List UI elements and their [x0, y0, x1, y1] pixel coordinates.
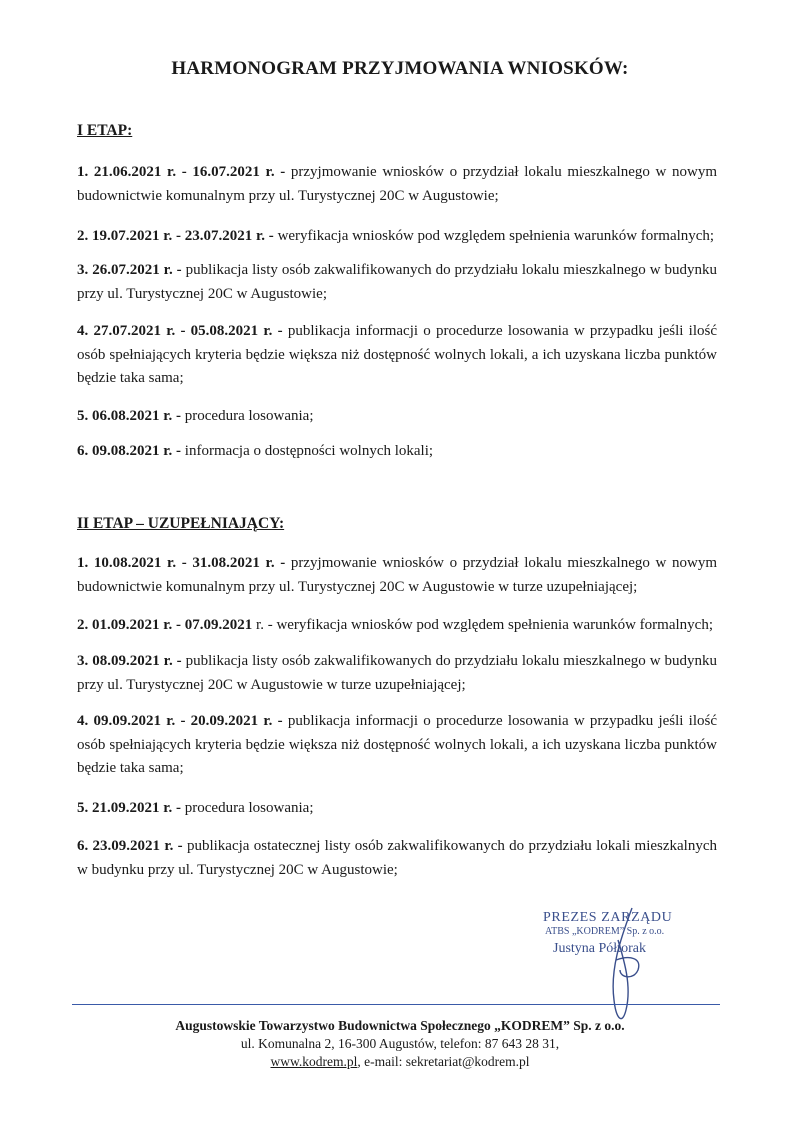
item-text: informacja o dostępności wolnych lokali;	[181, 443, 434, 459]
item-number: 4.	[77, 713, 89, 729]
item-date: 26.07.2021 r. -	[92, 262, 182, 278]
item-text: publikacja informacji o procedurze losowania w przypadku jeśli ilość osób spełniających kryteria będzie większa niż dostępność wolnych lokali, a ich uzyskana liczba punktów będzie taka sama;	[77, 323, 717, 386]
item-number: 6.	[77, 838, 89, 854]
item-text: przyjmowanie wniosków o przydział lokalu mieszkalnego w nowym budownictwie komunalnym przy ul. Turystycznej 20C w Augustowie;	[77, 164, 717, 204]
item-date: 21.09.2021 r. -	[92, 800, 182, 816]
footer-email: , e-mail: sekretariat@kodrem.pl	[357, 1054, 530, 1069]
footer-company: Augustowskie Towarzystwo Budownictwa Społecznego „KODREM” Sp. z o.o.	[175, 1018, 625, 1033]
item-number: 2.	[77, 228, 89, 244]
stage-2-heading: II ETAP – UZUPEŁNIAJĄCY:	[77, 515, 285, 532]
stage-2-item-3	[77, 650, 717, 697]
stage-1-item-1	[77, 161, 717, 208]
item-text: procedura losowania;	[181, 408, 314, 424]
item-text: publikacja ostatecznej listy osób zakwalifikowanych do przydziału lokali mieszkalnych w budynku przy ul. Turystycznej 20C w Augustowie;	[77, 838, 717, 878]
item-date: 01.09.2021 r. - 07.09.2021	[92, 617, 253, 633]
item-number: 5.	[77, 408, 89, 424]
item-date: 09.08.2021 r. -	[92, 443, 182, 459]
item-text: publikacja listy osób zakwalifikowanych do przydziału lokalu mieszkalnego w budynku przy ul. Turystycznej 20C w Augustowie w turze uzupełniającej;	[77, 653, 718, 693]
footer	[0, 1017, 800, 1071]
stamp-company: ATBS „KODREM” Sp. z o.o.	[545, 926, 665, 937]
item-number: 1.	[77, 164, 89, 180]
item-text: przyjmowanie wniosków o przydział lokalu mieszkalnego w nowym budownictwie komunalnym przy ul. Turystycznej 20C w Augustowie w turze uzupełniającej;	[77, 555, 717, 595]
item-number: 3.	[77, 262, 89, 278]
stage-2-item-6	[77, 835, 717, 882]
website-link[interactable]: www.kodrem.pl	[270, 1054, 358, 1069]
item-date: 23.09.2021 r. -	[92, 838, 183, 854]
item-number: 1.	[77, 555, 89, 571]
item-number: 4.	[77, 323, 89, 339]
stage-1-item-4	[77, 320, 717, 391]
item-date: 08.09.2021 r. -	[92, 653, 182, 669]
stage-1-item-5	[77, 405, 717, 429]
item-text: publikacja informacji o procedurze losowania w przypadku jeśli ilość osób spełniających kryteria będzie większa niż dostępność wolnych lokali, a ich uzyskana liczba punktów będzie taka sama;	[77, 713, 717, 776]
item-text: procedura losowania;	[181, 800, 314, 816]
stage-1-item-3	[77, 259, 717, 306]
item-date: 06.08.2021 r. -	[92, 408, 182, 424]
item-number: 2.	[77, 617, 89, 633]
stage-1-item-2	[77, 225, 717, 249]
item-text: r. - weryfikacja wniosków pod względem spełnienia warunków formalnych;	[252, 617, 713, 633]
stage-2-item-5	[77, 797, 717, 821]
item-number: 5.	[77, 800, 89, 816]
footer-contact	[0, 1053, 800, 1071]
stamp-name: Justyna Półtorak	[553, 941, 646, 956]
item-number: 6.	[77, 443, 89, 459]
stage-1-heading: I ETAP:	[77, 122, 133, 139]
item-date: 10.08.2021 r. - 31.08.2021 r. -	[93, 555, 286, 571]
stage-1-item-6	[77, 440, 717, 464]
footer-divider	[72, 1004, 720, 1005]
item-text: weryfikacja wniosków pod względem spełnienia warunków formalnych;	[273, 228, 715, 244]
stamp-title: PREZES ZARZĄDU	[543, 910, 673, 925]
item-text: publikacja listy osób zakwalifikowanych do przydziału lokalu mieszkalnego w budynku przy ul. Turystycznej 20C w Augustowie;	[77, 262, 718, 302]
document-title: HARMONOGRAM PRZYJMOWANIA WNIOSKÓW:	[171, 58, 629, 79]
stage-2-item-2	[77, 614, 717, 638]
item-date: 09.09.2021 r. - 20.09.2021 r. -	[93, 713, 283, 729]
item-number: 3.	[77, 653, 89, 669]
stage-2-item-1	[77, 552, 717, 599]
footer-address: ul. Komunalna 2, 16-300 Augustów, telefon: 87 643 28 31,	[240, 1036, 560, 1051]
item-date: 27.07.2021 r. - 05.08.2021 r. -	[93, 323, 283, 339]
item-date: 21.06.2021 r. - 16.07.2021 r. -	[93, 164, 286, 180]
item-date: 19.07.2021 r. - 23.07.2021 r. -	[92, 228, 274, 244]
stage-2-item-4	[77, 710, 717, 781]
